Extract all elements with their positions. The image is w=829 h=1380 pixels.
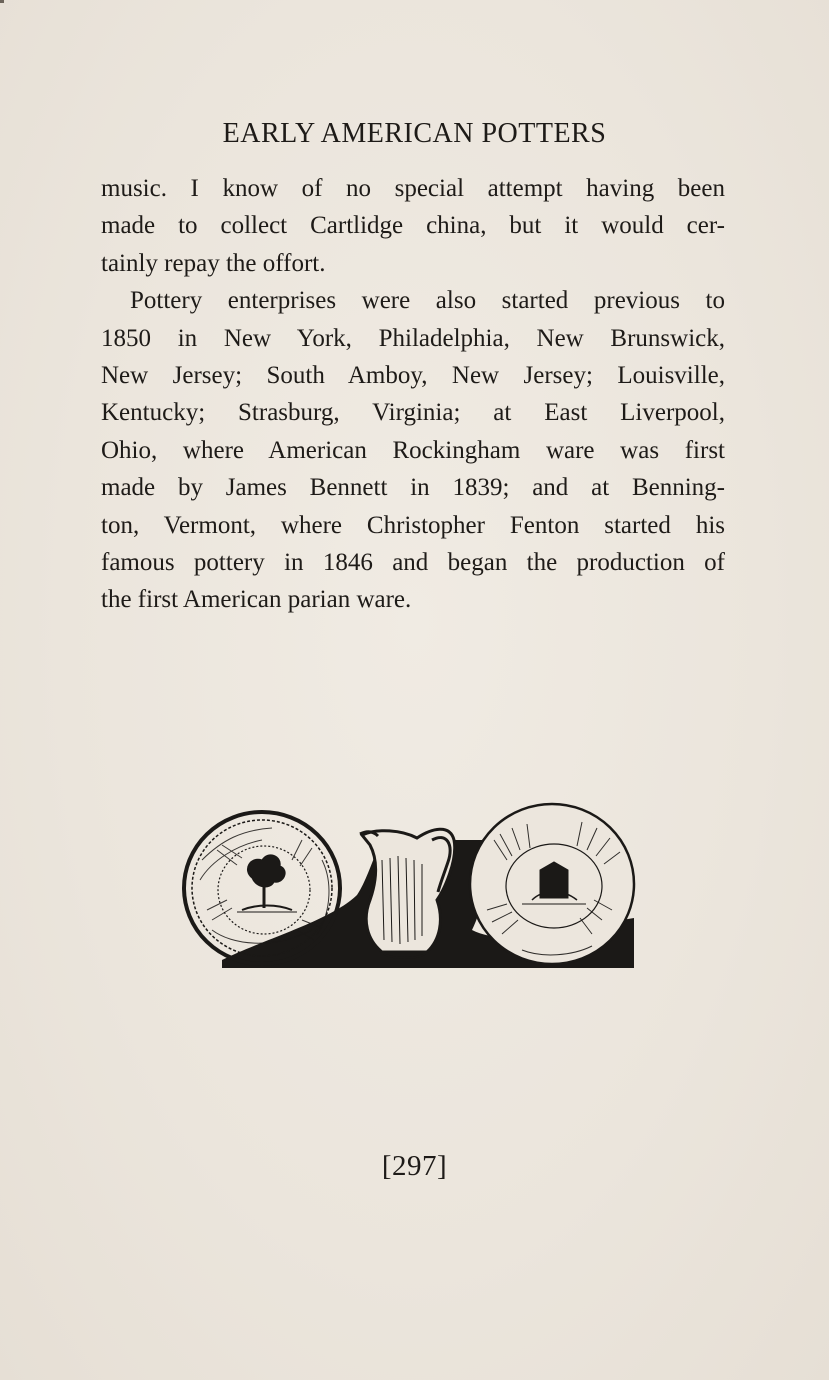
paragraph-1 (101, 170, 725, 282)
text-line: music. I know of no special attempt having been (101, 175, 725, 202)
pottery-vignette (182, 800, 636, 972)
right-plate (470, 804, 634, 964)
text-line: Ohio, where American Rockingham ware was first (101, 436, 725, 464)
text-line: New Jersey; South Amboy, New Jersey; Louisville, (101, 362, 725, 390)
body-text (101, 170, 725, 619)
left-plate (184, 812, 340, 964)
text-line: 1850 in New York, Philadelphia, New Brunswick, (101, 324, 725, 352)
paragraph-2 (101, 282, 725, 619)
running-header: EARLY AMERICAN POTTERS (222, 118, 607, 149)
page-number: [297] (381, 1150, 448, 1182)
text-line: tainly repay the offort. (101, 249, 326, 277)
text-line: made by James Bennett in 1839; and at Benning- (101, 474, 725, 502)
text-line: famous pottery in 1846 and began the production of (101, 549, 725, 577)
text-line: ton, Vermont, where Christopher Fenton started his (101, 511, 725, 539)
corner-mark (0, 0, 4, 3)
text-line: Pottery enterprises were also started previous to (130, 287, 725, 315)
text-line: Kentucky; Strasburg, Virginia; at East Liverpool, (101, 399, 725, 427)
text-line: made to collect Cartlidge china, but it would cer- (101, 212, 725, 240)
text-line: the first American parian ware. (101, 586, 412, 614)
